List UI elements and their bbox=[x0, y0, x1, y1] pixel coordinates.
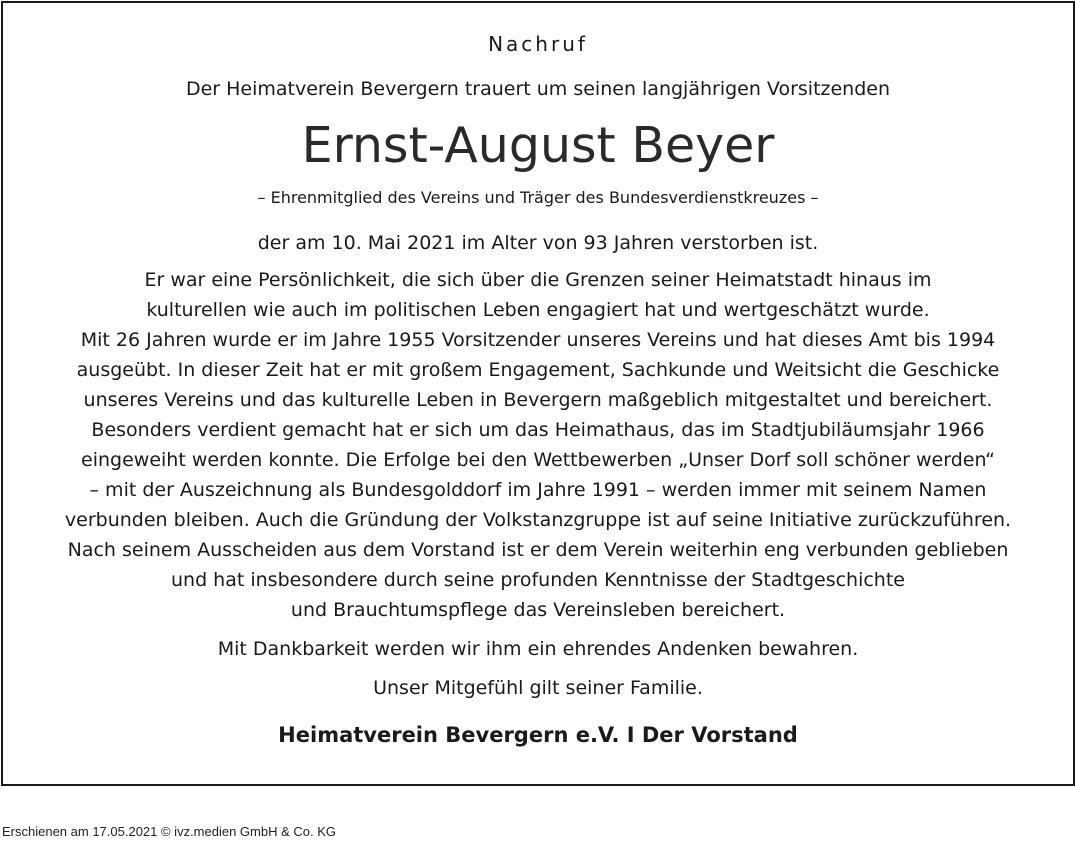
honors-subtitle: – Ehrenmitglied des Vereins und Träger des Bundesverdienstkreuzes – bbox=[257, 188, 819, 207]
gratitude-line: Mit Dankbarkeit werden wir ihm ein ehrendes Andenken bewahren. bbox=[217, 638, 859, 660]
body-line: und hat insbesondere durch seine profunden Kenntnisse der Stadtgeschichte bbox=[170, 569, 905, 591]
body-line: und Brauchtumspflege das Vereinsleben bereichert. bbox=[290, 599, 786, 621]
signature: Heimatverein Bevergern e.V. I Der Vorstand bbox=[278, 723, 798, 747]
body-line: – mit der Auszeichnung als Bundesgolddorf im Jahre 1991 – werden immer mit seinem Namen bbox=[89, 479, 987, 501]
body-line: Besonders verdient gemacht hat er sich um das Heimathaus, das im Stadtjubiläumsjahr 1966 bbox=[91, 419, 985, 441]
death-statement: der am 10. Mai 2021 im Alter von 93 Jahren verstorben ist. bbox=[257, 232, 819, 254]
body-line: Er war eine Persönlichkeit, die sich über die Grenzen seiner Heimatstadt hinaus im bbox=[144, 269, 932, 291]
notice-intro: Der Heimatverein Bevergern trauert um seinen langjährigen Vorsitzenden bbox=[185, 78, 891, 100]
body-line: verbunden bleiben. Auch die Gründung der Volkstanzgruppe ist auf seine Initiative zurückzuführen. bbox=[64, 509, 1012, 531]
obituary-notice bbox=[1, 1, 1075, 786]
publication-footer: Erschienen am 17.05.2021 © ivz.medien GmbH & Co. KG bbox=[2, 824, 337, 839]
sympathy-line: Unser Mitgefühl gilt seiner Familie. bbox=[373, 677, 703, 699]
deceased-name: Ernst-August Beyer bbox=[301, 117, 775, 174]
notice-heading: Nachruf bbox=[488, 32, 588, 56]
body-line: Nach seinem Ausscheiden aus dem Vorstand ist er dem Verein weiterhin eng verbunden geblieben bbox=[67, 539, 1009, 561]
body-line: unseres Vereins und das kulturelle Leben in Bevergern maßgeblich mitgestaltet und bereichert. bbox=[83, 389, 993, 411]
body-line: kulturellen wie auch im politischen Leben engagiert hat und wertgeschätzt wurde. bbox=[146, 299, 930, 321]
body-line: ausgeübt. In dieser Zeit hat er mit großem Engagement, Sachkunde und Weitsicht die Geschicke bbox=[76, 359, 1000, 381]
body-line: Mit 26 Jahren wurde er im Jahre 1955 Vorsitzender unseres Vereins und hat dieses Amt bis 1994 bbox=[80, 329, 996, 351]
body-line: eingeweiht werden konnte. Die Erfolge bei den Wettbewerben „Unser Dorf soll schöner werden“ bbox=[81, 449, 995, 471]
